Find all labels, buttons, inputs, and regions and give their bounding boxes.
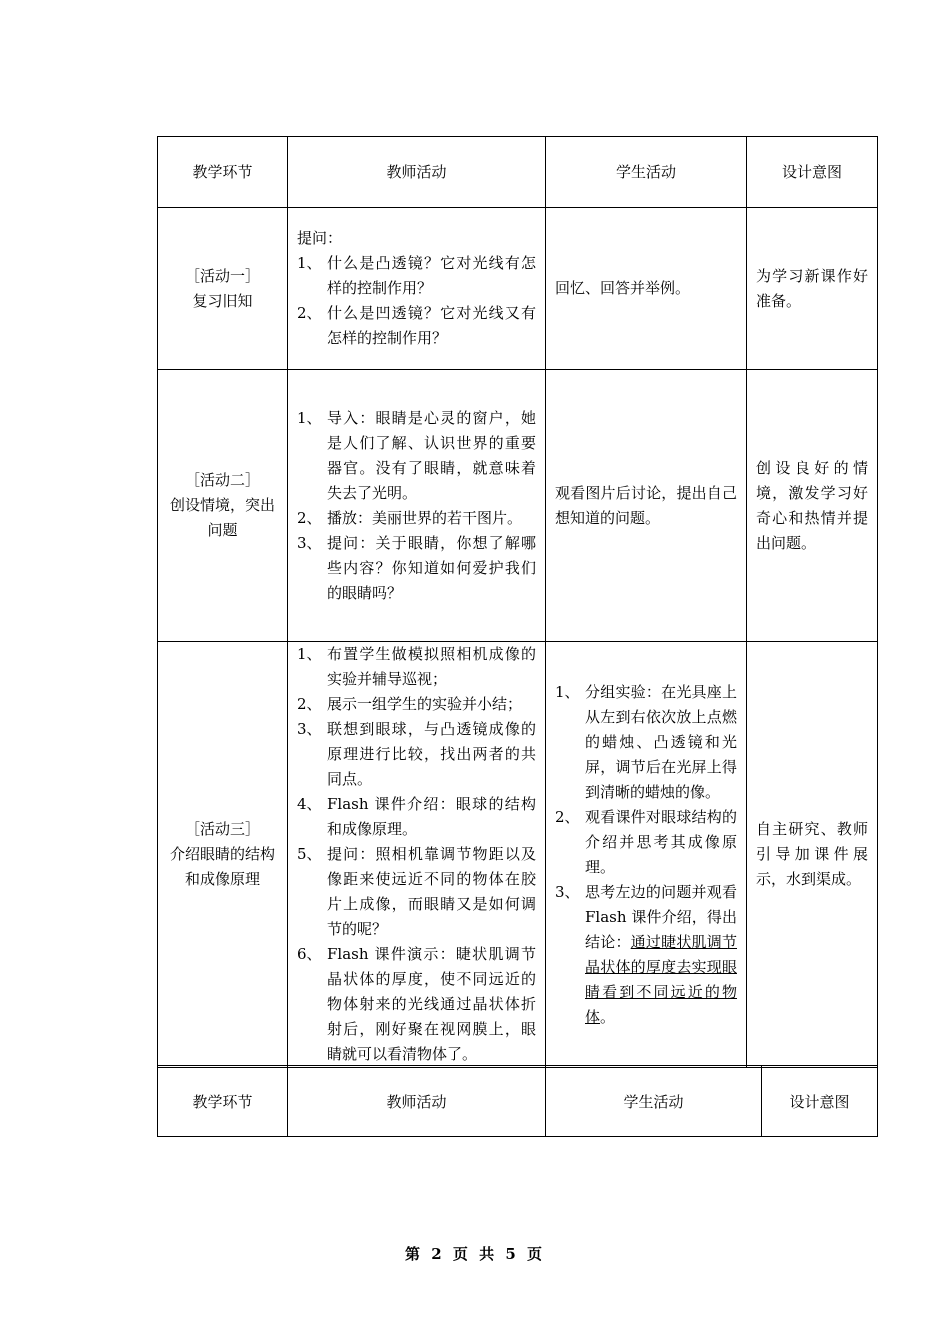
stage-title: 复习旧知 [192,291,253,310]
lesson-table [157,136,878,1068]
stage-title: 介绍眼睛的结构和成像原理 [169,845,275,888]
item-number: 2、 [297,695,322,713]
stage-cell [158,642,288,1068]
item-number: 3、 [297,533,322,552]
list-item [297,717,536,792]
item-text: 提问：照相机靠调节物距以及像距来使远近不同的物体在胶片上成像，而眼睛又是如何调节的呢？ [327,845,536,938]
repeated-header-table [157,1065,878,1137]
item-text: Flash 课件介绍：眼球的结构和成像原理。 [327,795,536,838]
list-item [297,531,536,606]
item-number: 3、 [555,882,580,901]
stage-tag: ［活动一］ [184,266,260,285]
list-item [297,301,536,351]
student-cell: 回忆、回答并举例。 [546,208,747,370]
item-text: 播放：美丽世界的若干图片。 [327,508,523,527]
header-purpose: 设计意图 [747,137,878,208]
teacher-list [297,251,536,351]
header-student: 学生活动 [546,137,747,208]
item-number: 3、 [297,720,322,738]
item-number: 1、 [297,645,322,663]
list-item [297,642,536,692]
table-row [158,208,878,370]
item-text: 提问：关于眼睛，你想了解哪些内容？你知道如何爱护我们的眼睛吗？ [327,533,536,602]
item-text: Flash 课件演示：睫状肌调节晶状体的厚度，使不同远近的物体射来的光线通过晶状体折射后，刚好聚在视网膜上，眼睛就可以看清物体了。 [327,945,536,1063]
header-teacher: 教师活动 [288,1066,546,1137]
list-item [297,406,536,506]
item-number: 1、 [297,408,322,427]
purpose-cell: 创设良好的情境，激发学习好奇心和热情并提出问题。 [747,370,878,642]
item-number: 2、 [297,508,322,527]
item-number: 6、 [297,945,322,963]
purpose-cell: 为学习新课作好准备。 [747,208,878,370]
teacher-cell [288,370,546,642]
item-text: 什么是凹透镜？它对光线又有怎样的控制作用？ [327,304,536,347]
purpose-cell: 自主研究、教师引导加课件展示，水到渠成。 [747,642,878,1068]
header-student: 学生活动 [546,1066,762,1137]
item-text: 分组实验：在光具座上从左到右依次放上点燃的蜡烛、凸透镜和光屏，调节后在光屏上得到清晰的蜡烛的像。 [585,682,737,801]
list-item [297,506,536,531]
header-stage: 教学环节 [158,1066,288,1137]
teacher-list [297,642,536,1067]
student-cell [546,642,747,1068]
stage-tag: ［活动三］ [184,820,260,838]
item-number: 1、 [555,682,580,701]
table-row [158,370,878,642]
stage-cell [158,208,288,370]
list-item [297,692,536,717]
item-text: 布置学生做模拟照相机成像的实验并辅导巡视； [327,645,536,688]
repeated-header-row [158,1066,878,1137]
item-number: 5、 [297,845,322,863]
list-item [297,251,536,301]
list-item [555,805,737,880]
table-header-row [158,137,878,208]
list-item [555,880,737,1030]
item-text: 导入：眼睛是心灵的窗户，她是人们了解、认识世界的重要器官。没有了眼睛，就意味着失去了光明。 [327,408,536,502]
item-number: 2、 [297,304,322,322]
list-item [297,792,536,842]
teacher-intro: 提问： [297,229,343,247]
stage-cell [158,370,288,642]
stage-tag: ［活动二］ [184,471,260,489]
header-teacher: 教师活动 [288,137,546,208]
item-text: 展示一组学生的实验并小结； [327,695,523,713]
item-text: 联想到眼球，与凸透镜成像的原理进行比较，找出两者的共同点。 [327,720,536,788]
header-stage: 教学环节 [158,137,288,208]
teacher-list [297,406,536,606]
item-text: 思考左边的问题并观看 Flash 课件介绍，得出结论： [585,882,737,951]
student-list [555,680,737,1030]
table-row [158,642,878,1068]
item-number: 2、 [555,807,580,826]
conclusion-underlined: 通过睫状肌调节晶状体的厚度去实现眼睛看到不同远近的物体 [585,932,737,1026]
list-item [297,942,536,1067]
teacher-cell [288,642,546,1068]
list-item [297,842,536,942]
item-number: 4、 [297,795,322,813]
student-cell: 观看图片后讨论，提出自己想知道的问题。 [546,370,747,642]
header-purpose: 设计意图 [762,1066,878,1137]
item-number: 1、 [297,254,322,272]
page-number-footer: 第 2 页 共 5 页 [405,1245,545,1263]
item-text: 观看课件对眼球结构的介绍并思考其成像原理。 [585,807,737,876]
stage-title: 创设情境，突出问题 [169,496,275,539]
list-item [555,680,737,805]
teacher-cell [288,208,546,370]
item-text-end: 。 [600,1007,616,1026]
item-text: 什么是凸透镜？它对光线有怎样的控制作用？ [327,254,536,297]
